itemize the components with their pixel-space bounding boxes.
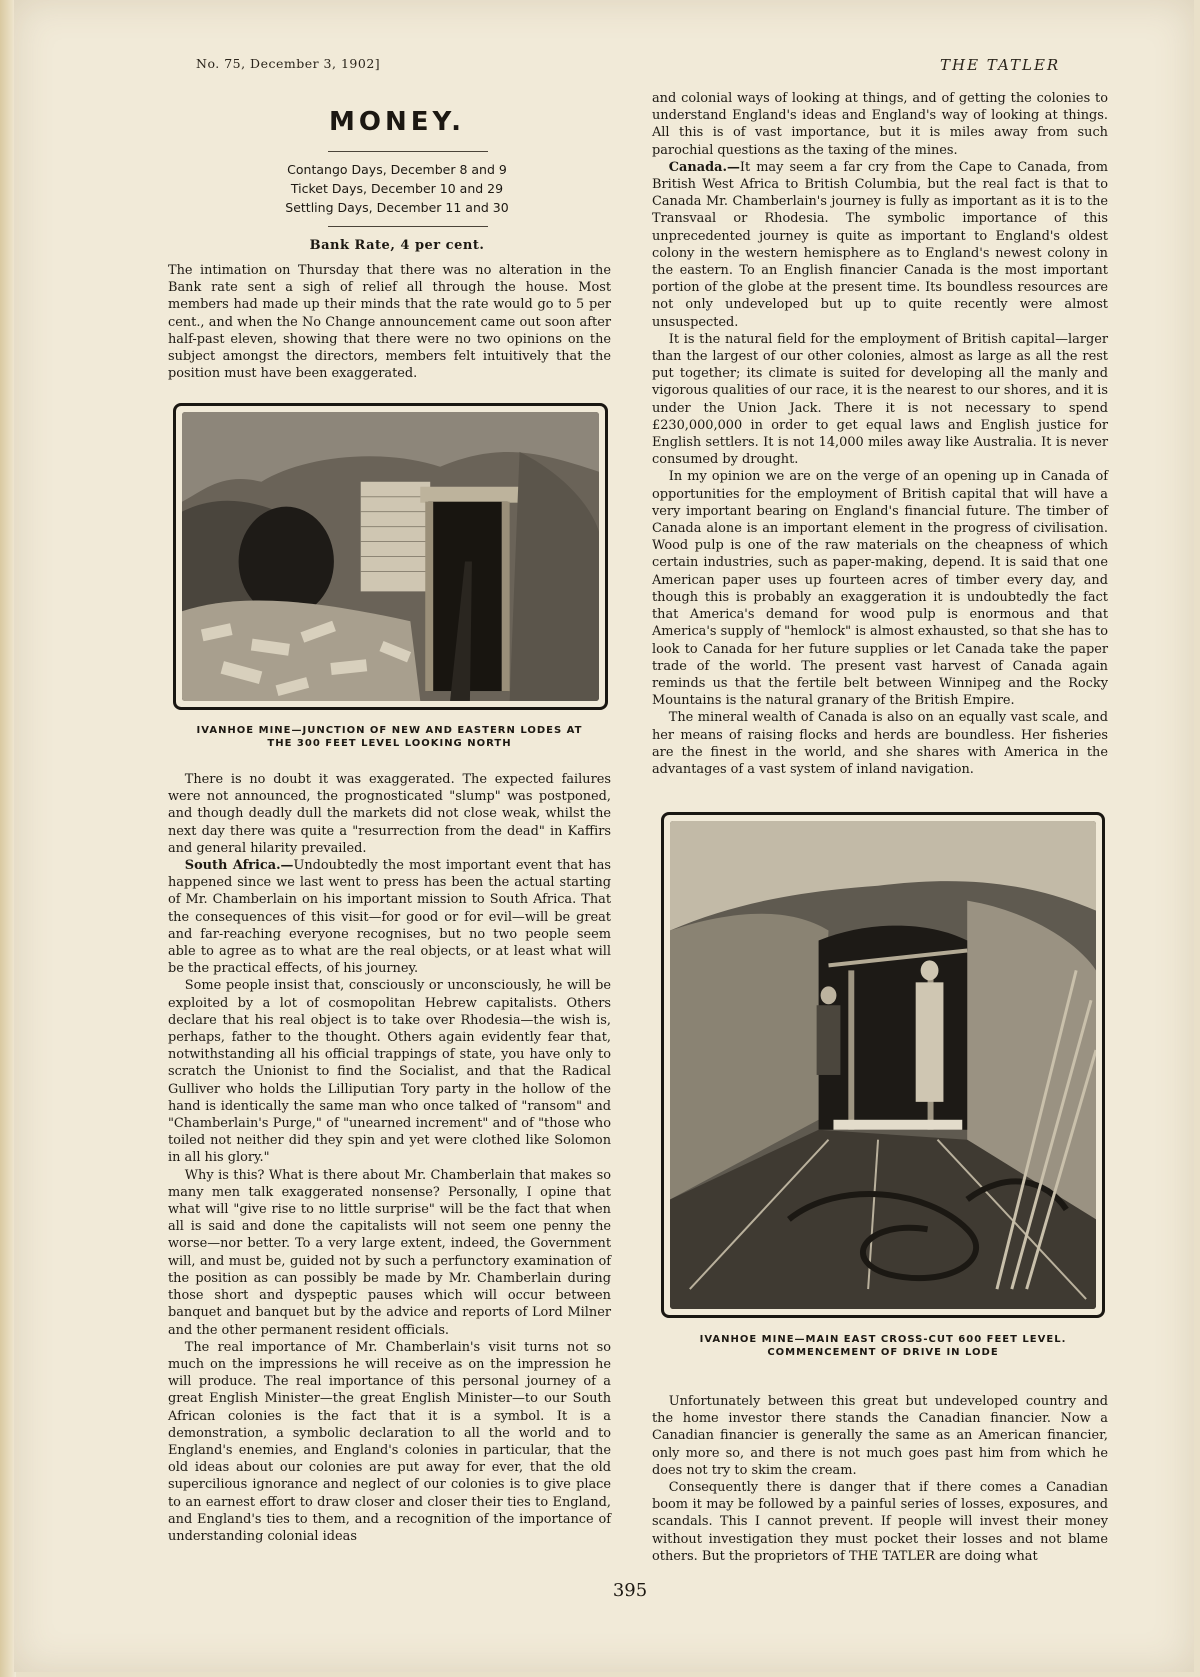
column-1-body [168,771,611,1545]
publication-header: THE TATLER [940,56,1061,74]
dates-rule [328,226,488,227]
paragraph: Unfortunately between this great but undeveloped country and the home investor there stands the Canadian financier. Now a Canadian financier is generally the same as an American financier, only more so, and there is not much goes past him from which he does not try to skim the cream. [652,1394,1108,1478]
issue-header: No. 75, December 3, 1902] [196,56,381,71]
column-1-intro [168,262,611,382]
paragraph-text: It may seem a far cry from the Cape to Canada, from British West Africa to British Columbia, but the real fact is that to Canada Mr. Chamberlain's journey is fully as important as it is to the Transvaal or Rhodesia. The symbolic importance of this unprecedented journey is quite as important to England's oldest colony in the western hemisphere as to England's newest colony in the eastern. To an English financier Canada is the most important portion of the globe at the present time. Its boundless resources are not only undeveloped but up to quite recently were almost unsuspected. [652,159,1108,330]
paragraph-south-africa [168,857,611,977]
mine-photo-junction [173,403,608,710]
photo-caption-crosscut [661,1333,1105,1359]
paragraph: Consequently there is danger that if there comes a Canadian boom it may be followed by a painful series of losses, exposures, and scandals. This I cannot prevent. If people will invest their money without investigation they must pocket their losses and not blame others. But the proprietors of THE TATLER are doing what [652,1480,1108,1564]
caption-line: IVANHOE MINE—JUNCTION OF NEW AND EASTERN LODES AT [196,725,583,736]
paragraph-text: Undoubtedly the most important event that has happened since we last went to press has been the actual starting of Mr. Chamberlain on his important mission to South Africa. That the consequences of this visit—for good or for evil—will be great and far-reaching everyone recognises, but no two people seem able to agree as to what are the real objects, or at least what will be the practical effects, of his journey. [168,858,611,977]
photo-caption-junction [168,724,611,750]
paragraph: The real importance of Mr. Chamberlain's visit turns not so much on the impressions he will receive as on the impression he will produce. The real importance of this personal journey of a great English Minister—the great English Minister—to our South African colonies is the fact that it is a symbol. It is a demonstration, a symbolic declaration to all the world and to England's enemies, and England's colonies in particular, that the old ideas about our colonies are put away for ever, that the old supercilious ignorance and neglect of our colonies is to give place to an earnest effort to draw closer and closer their ties to England, and England's ties to them, and a recognition of the importance of understanding colonial ideas [168,1339,611,1544]
paragraph: and colonial ways of looking at things, and of getting the colonies to understand England's ideas and England's way of looking at things. All this is of vast importance, but it is miles away from such parochial questions as the taxing of the mines. [652,91,1108,158]
mine-tunnel-image [182,412,599,701]
page-number: 395 [612,1580,648,1601]
title-rule [328,151,488,152]
paragraph: There is no doubt it was exaggerated. The expected failures were not announced, the prognosticated "slump" was postponed, and though deadly dull the markets did not close weak, whilst the next day there was quite a "resurrection from the dead" in Kaffirs and general hilarity prevailed. [168,772,611,856]
paragraph: The intimation on Thursday that there was no alteration in the Bank rate sent a sigh of relief all through the house. Most members had made up their minds that the rate would go to 5 per cent., and when the No Change announcement came out soon after half-past eleven, showing that there were no two opinions on the subject amongst the directors, members felt intuitively that the position must have been exaggerated. [168,263,611,382]
paragraph-canada [652,159,1108,331]
paragraph: It is the natural field for the employment of British capital—larger than the largest of our other colonies, almost as large as all the rest put together; its climate is suited for developing all the manly and vigorous qualities of our race, it is the nearest to our shores, and it is under the Union Jack. There it is not necessary to spend £230,000,000 in order to get equal laws and English justice for English settlers. It is not 14,000 miles away like Australia. It is never consumed by drought. [652,331,1108,468]
caption-line: IVANHOE MINE—MAIN EAST CROSS-CUT 600 FEET LEVEL. [699,1334,1067,1345]
paragraph: Why is this? What is there about Mr. Chamberlain that makes so many men talk exaggerated nonsense? Personally, I opine that what will "give rise to no little surprise" will be the fact that when all is said and done the capitalists will not seem one penny the worse—nor better. To a very large extent, indeed, the Government will, and must be, guided not by such a perfunctory examination of the position as can possibly be made by Mr. Chamberlain during those short and dyspeptic pauses which will occur between banquet and banquet but by the advice and reports of Lord Milner and the other permanent resident officials. [168,1167,611,1338]
caption-line: COMMENCEMENT OF DRIVE IN LODE [767,1347,999,1358]
subhead-south-africa: South Africa.— [184,858,294,874]
date-line: Settling Days, December 11 and 30 [285,200,509,215]
mine-crosscut-image [670,821,1096,1309]
date-line: Ticket Days, December 10 and 29 [290,181,504,196]
paragraph: Some people insist that, consciously or unconsciously, he will be exploited by a lot of cosmopolitan Hebrew capitalists. Others declare that his real object is to take over Rhodesia—the wish is, perhaps, father to the thought. Others again evidently fear that, notwithstanding all his official trappings of state, you have only to scratch the Unionist to find the Socialist, and that the Radical Gulliver who holds the Lilliputian Tory party in the hollow of the hand is identically the same man who once talked of "ransom" and "Chamberlain's Purge," of "unearned increment" and of "those who toiled not neither did they spin and yet were clothed like Solomon in all his glory." [168,978,611,1166]
paragraph: In my opinion we are on the verge of an opening up in Canada of opportunities for the employment of British capital that will have a very important bearing on England's financial future. The timber of Canada alone is an important element in the progress of civilisation. Wood pulp is one of the raw materials on the cheapness of which certain industries, such as paper-making, depend. It is said that one American paper uses up fourteen acres of timber every day, and though this is probably an exaggeration it is undoubtedly the fact that America's demand for wood pulp is enormous and that America's supply of "hemlock" is almost exhausted, so that she has to look to Canada for her future supplies or let Canada take the paper trade of the world. The present vast harvest of Canada again reminds us that the fertile belt between Winnipeg and the Rocky Mountains is the natural granary of the British Empire. [652,469,1108,709]
date-line: Contango Days, December 8 and 9 [287,162,507,177]
caption-line: THE 300 FEET LEVEL LOOKING NORTH [267,738,512,749]
column-2-top [652,90,1108,778]
settlement-dates [168,160,626,217]
subhead-canada: Canada.— [668,159,740,175]
article-title: MONEY. [329,107,465,137]
mine-photo-crosscut [661,812,1105,1318]
paragraph: The mineral wealth of Canada is also on an equally vast scale, and her means of raising flocks and herds are boundless. Her fisheries are the finest in the world, and she shares with America in the advantages of a vast system of inland navigation. [652,710,1108,777]
bank-rate: Bank Rate, 4 per cent. [309,238,485,253]
column-2-bottom [652,1393,1108,1565]
